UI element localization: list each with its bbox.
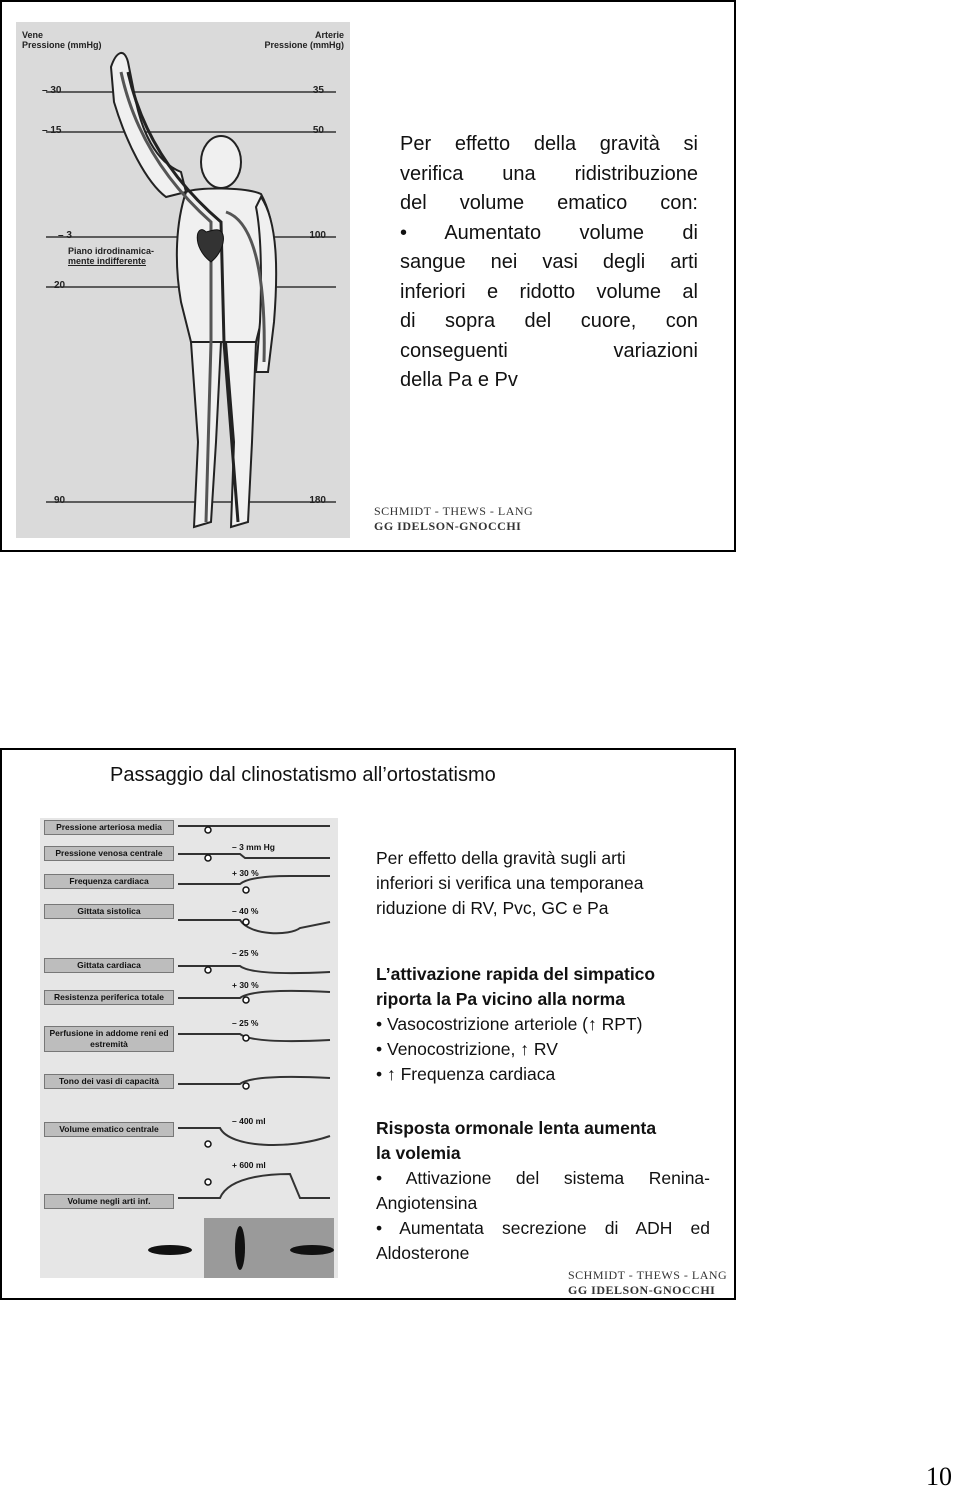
circulation-pressure-figure: [16, 22, 350, 538]
standing-person-icon: [235, 1226, 245, 1270]
figure-row-label: Gittata sistolica: [44, 904, 174, 919]
artery-tick: 50: [312, 125, 324, 136]
veins-header: [22, 30, 102, 50]
authors-line: SCHMIDT - THEWS - LANG: [374, 504, 534, 518]
section-heading: L’attivazione rapida del simpatico: [376, 964, 656, 984]
vein-tick: – 15: [42, 125, 62, 136]
text-line: conseguenti variazioni: [400, 339, 698, 362]
bullet-item: Aldosterone: [376, 1243, 470, 1263]
figure-row-label: Tono dei vasi di capacità: [44, 1074, 174, 1089]
text-line: Per effetto della gravità si: [400, 133, 698, 155]
publisher-line: [568, 1283, 727, 1298]
vein-tick: – 3: [58, 230, 72, 241]
page-number: 10: [926, 1462, 952, 1491]
intro-paragraph: [376, 846, 644, 921]
change-value: – 25 %: [232, 948, 259, 958]
slide-2: [0, 748, 736, 1300]
change-value: + 600 ml: [232, 1160, 266, 1170]
artery-tick: 100: [309, 230, 326, 241]
human-body-illustration: [16, 22, 350, 538]
vein-tick: 20: [54, 280, 66, 291]
section-heading: Risposta ormonale lenta aumenta: [376, 1118, 657, 1138]
change-value: – 25 %: [232, 1018, 259, 1028]
text-line: della Pa e Pv: [400, 369, 518, 391]
publisher-credit: [374, 504, 533, 534]
vein-tick: 90: [54, 495, 66, 506]
veins-pressure-label: Pressione (mmHg): [22, 40, 102, 50]
arteries-label: Arterie: [314, 30, 344, 40]
figure-row-label: Perfusione in addome reni ed estremità: [44, 1026, 174, 1052]
text-line: Per effetto della gravità sugli arti: [376, 848, 626, 868]
text-line: inferiori e ridotto volume al: [400, 280, 698, 303]
response-traces: [40, 818, 338, 1278]
text-line: verifica una ridistribuzione: [400, 162, 698, 185]
figure-row-label: Volume ematico centrale: [44, 1122, 174, 1137]
orthostatic-response-figure: [40, 818, 338, 1278]
figure-row-label: Gittata cardiaca: [44, 958, 174, 973]
authors-line: SCHMIDT - THEWS - LANG: [568, 1268, 728, 1282]
artery-tick: 180: [309, 495, 326, 506]
text-line: inferiori si verifica una temporanea: [376, 873, 644, 893]
vein-tick: – 30: [42, 85, 62, 96]
bullet-item: • Attivazione del sistema Renina-: [376, 1168, 710, 1188]
publisher-name: IDELSON-GNOCCHI: [591, 1283, 716, 1297]
slide1-body-text: [400, 130, 698, 396]
supine-person-icon: [148, 1245, 192, 1255]
publisher-logo: GG: [374, 519, 394, 533]
slide-1: [0, 0, 736, 552]
bullet-item: • Aumentata secrezione di ADH ed: [376, 1218, 710, 1238]
hormonal-section: [376, 1116, 710, 1266]
text-line: riduzione di RV, Pvc, GC e Pa: [376, 898, 609, 918]
section-heading: riporta la Pa vicino alla norma: [376, 989, 625, 1009]
change-value: + 30 %: [232, 980, 259, 990]
change-value: – 40 %: [232, 906, 259, 916]
hydrodynamic-plane-annotation: [68, 246, 154, 266]
artery-tick: 35: [312, 85, 324, 96]
annotation-line: mente indifferente: [68, 256, 147, 266]
supine-person-icon: [290, 1245, 334, 1255]
annotation-line: Piano idrodinamica-: [68, 246, 155, 256]
arteries-header: [264, 30, 344, 50]
bullet-item: Angiotensina: [376, 1193, 478, 1213]
change-value: – 400 ml: [232, 1116, 266, 1126]
publisher-name: IDELSON-GNOCCHI: [397, 519, 522, 533]
figure-row-label: Volume negli arti inf.: [44, 1194, 174, 1209]
text-line: • Aumentato volume di: [400, 221, 698, 244]
bullet-item: • ↑ Frequenza cardiaca: [376, 1064, 556, 1084]
arteries-pressure-label: Pressione (mmHg): [264, 40, 344, 50]
text-line: di sopra del cuore, con: [400, 310, 698, 332]
bullet-item: • Vasocostrizione arteriole (↑ RPT): [376, 1014, 643, 1034]
figure-row-label: Resistenza periferica totale: [44, 990, 174, 1005]
figure-row-label: Pressione arteriosa media: [44, 820, 174, 835]
slide-title: Passaggio dal clinostatismo all’ortostatismo: [110, 764, 496, 786]
publisher-credit: [568, 1268, 727, 1298]
publisher-logo: GG: [568, 1283, 588, 1297]
bullet-item: • Venocostrizione, ↑ RV: [376, 1039, 558, 1059]
change-value: + 30 %: [232, 868, 259, 878]
publisher-line: [374, 519, 533, 534]
text-line: sangue nei vasi degli arti: [400, 251, 698, 273]
figure-row-label: Pressione venosa centrale: [44, 846, 174, 861]
section-heading: la volemia: [376, 1143, 461, 1163]
change-value: – 3 mm Hg: [232, 842, 275, 852]
text-line: del volume ematico con:: [400, 192, 698, 214]
figure-row-label: Frequenza cardiaca: [44, 874, 174, 889]
sympathetic-section: [376, 962, 655, 1087]
veins-label: Vene: [22, 30, 44, 40]
